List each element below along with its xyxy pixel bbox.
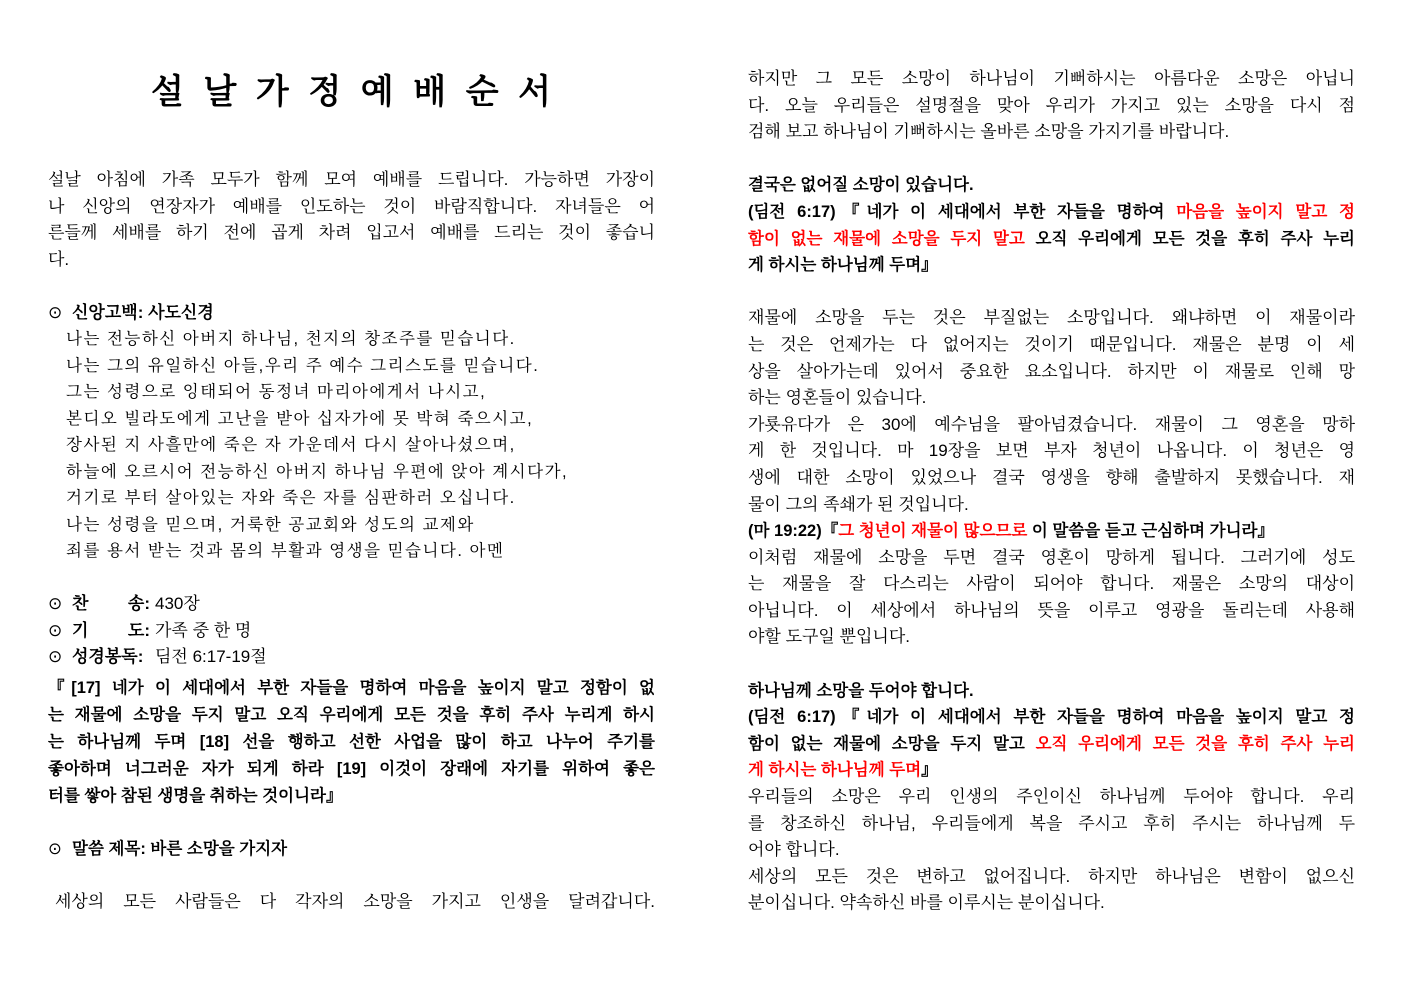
bullet-icon: ⊙ xyxy=(48,302,63,323)
hymn-label: 찬 송: xyxy=(72,594,150,613)
verse-quote xyxy=(748,704,1355,784)
body-line: 를 창조하신 하나님, 우리들에게 복을 주시고 후히 주시는 하나님께 두 xyxy=(748,813,1355,833)
scripture-line: 터를 쌓아 참된 생명을 취하는 것이니라』 xyxy=(48,786,343,805)
sermon-opening-line: 하지만 그 모든 소망이 하나님이 기뻐하시는 아름다운 소망은 아닙니 xyxy=(748,69,1355,88)
creed-section xyxy=(48,300,655,565)
sermon-point-1 xyxy=(748,172,1355,651)
verse-segment: 오직 우리에게 모든 것을 후히 주사 누리 xyxy=(1024,229,1355,248)
body-line: 는 것은 언제가는 다 없어지는 것이기 때문입니다. 재물은 분명 이 세 xyxy=(748,334,1355,354)
creed-heading xyxy=(48,300,655,327)
verse-segment: 이 말씀을 듣고 근심하며 가니라』 xyxy=(1027,522,1274,541)
verse-segment: 함이 없는 재물에 소망을 두지 말고 xyxy=(748,734,1036,753)
blank-line xyxy=(48,273,655,300)
body-line: 세상의 모든 것은 변하고 없어집니다. 하지만 하나님은 변함이 없으신 xyxy=(748,866,1355,886)
sermon-opening-line: 세상의 모든 사람들은 다 각자의 소망을 가지고 인생을 달려갑니다. xyxy=(55,892,655,911)
hymn-value: 430장 xyxy=(155,594,200,613)
verse-segment: 마음을 높이지 말고 정 xyxy=(1176,202,1355,221)
body-line: 분이십니다. 약속하신 바를 이루시는 분이십니다. xyxy=(748,893,1105,913)
creed-line: 나는 전능하신 아버지 하나님, 천지의 창조주를 믿습니다. xyxy=(66,330,516,348)
verse-line xyxy=(748,199,1355,226)
sermon-opening-line: 다. 오늘 우리들은 설명절을 맞아 우리가 가지고 있는 소망을 다시 점 xyxy=(748,95,1355,115)
creed-line: 나는 성령을 믿으며, 거룩한 공교회와 성도의 교제와 xyxy=(66,515,475,534)
blank-line xyxy=(48,810,655,837)
scripture-line: 『[17] 네가 이 세대에서 부한 자들을 명하여 마음을 높이지 말고 정함이 없 xyxy=(48,678,655,697)
body-line: 야할 도구일 뿐입니다. xyxy=(748,627,910,647)
blank-line xyxy=(748,279,1355,306)
point-heading: 결국은 없어질 소망이 있습니다. xyxy=(748,176,974,195)
reading-item xyxy=(48,644,655,671)
blank-line xyxy=(748,146,1355,173)
prayer-value: 가족 중 한 명 xyxy=(155,620,252,640)
scripture-passage xyxy=(48,675,655,810)
blank-line xyxy=(48,863,655,890)
verse-segment: (딤전 6:17)『네가 이 세대에서 부한 자들을 명하여 xyxy=(748,202,1177,221)
sermon-opening-line: 검해 보고 하나님이 기뻐하시는 올바른 소망을 가지기를 바랍니다. xyxy=(748,122,1230,142)
body-line: 아닙니다. 이 세상에서 하나님의 뜻을 이루고 영광을 돌리는데 사용해 xyxy=(748,600,1355,620)
verse-line xyxy=(748,226,1355,253)
verse-segment: 그 청년이 재물이 많으므로 xyxy=(838,522,1028,541)
body-line: 어야 합니다. xyxy=(748,840,840,860)
body-line: 는 재물을 잘 다스리는 사람이 되어야 합니다. 재물은 소망의 대상이 xyxy=(748,574,1355,594)
verse-line xyxy=(748,731,1355,758)
body-line: 상을 살아가는데 있어서 중요한 요소입니다. 하지만 이 재물로 인해 망 xyxy=(748,361,1355,381)
intro-line: 른들께 세배를 하기 전에 곱게 차려 입고서 예배를 드리는 것이 좋습니 xyxy=(48,223,655,242)
creed-line: 죄를 용서 받는 것과 몸의 부활과 영생을 믿습니다. 아멘 xyxy=(66,542,505,560)
verse-segment: 게 하시는 하나님께 두며』 xyxy=(748,256,938,275)
scripture-line: 는 하나님께 두며 [18] 선을 행하고 선한 사업을 많이 하고 나누어 주기를 xyxy=(48,732,655,751)
bullet-icon: ⊙ xyxy=(48,647,63,667)
bullet-icon: ⊙ xyxy=(48,839,62,858)
body-paragraph xyxy=(748,305,1355,411)
scripture-line: 는 재물에 소망을 두지 말고 오직 우리에게 모든 것을 후히 주사 누리게 하시 xyxy=(48,705,655,724)
verse-segment: 오직 우리에게 모든 것을 후히 주사 누리 xyxy=(1035,734,1355,753)
verse-segment: 게 하시는 하나님께 두며 xyxy=(748,761,922,780)
sermon-opening-paragraph xyxy=(748,66,1355,146)
creed-line: 나는 그의 유일하신 아들,우리 주 예수 그리스도를 믿습니다. xyxy=(66,356,540,375)
creed-line: 본디오 빌라도에게 고난을 받아 십자가에 못 박혀 죽으시고, xyxy=(66,409,534,428)
bullet-icon: ⊙ xyxy=(48,620,63,641)
creed-heading-text: 신앙고백: 사도신경 xyxy=(72,302,214,322)
blank-line xyxy=(48,565,655,592)
body-line: 가룟유다가 은 30에 예수님을 팔아넘겼습니다. 재물이 그 영혼을 망하 xyxy=(748,414,1355,434)
sermon-title xyxy=(48,836,655,863)
verse-line xyxy=(748,252,1355,279)
verse-segment: (딤전 6:17)『네가 이 세대에서 부한 자들을 명하여 마음을 높이지 말고 정 xyxy=(748,708,1355,727)
scripture-line: 좋아하며 너그러운 자가 되게 하라 [19] 이것이 장래에 자기를 위하여 좋은 xyxy=(48,759,655,778)
body-paragraph xyxy=(748,864,1355,917)
intro-paragraph xyxy=(48,167,655,273)
body-line: 하는 영혼들이 있습니다. xyxy=(748,388,927,408)
reading-label: 성경봉독: xyxy=(72,647,144,666)
verse-line xyxy=(748,704,1355,731)
creed-line: 장사된 지 사흘만에 죽은 자 가운데서 다시 살아나셨으며, xyxy=(66,436,516,454)
page-title: 설 날 가 정 예 배 순 서 xyxy=(151,73,551,111)
body-paragraph xyxy=(748,545,1355,651)
creed-line: 하늘에 오르시어 전능하신 아버지 하나님 우편에 앉아 계시다가, xyxy=(66,462,569,481)
verse-line xyxy=(748,757,1355,784)
intro-line: 다. xyxy=(48,249,70,269)
prayer-label: 기 도: xyxy=(72,620,150,640)
body-line: 이처럼 재물에 소망을 두면 결국 영혼이 망하게 됩니다. 그러기에 성도 xyxy=(748,547,1355,567)
verse-citation xyxy=(748,518,1355,545)
body-line: 생에 대한 소망이 있었으나 결국 영생을 향해 출발하지 못했습니다. 재 xyxy=(748,467,1355,487)
sermon-point-2 xyxy=(748,678,1355,917)
sermon-title-text: 말씀 제목: 바른 소망을 가지자 xyxy=(72,840,288,858)
intro-line: 나 신앙의 연장자가 예배를 인도하는 것이 바람직합니다. 자녀들은 어 xyxy=(48,196,655,216)
verse-segment: 함이 없는 재물에 소망을 두지 말고 xyxy=(748,229,1025,248)
body-paragraph xyxy=(748,412,1355,518)
body-line: 물이 그의 족쇄가 된 것입니다. xyxy=(748,494,969,514)
body-line: 우리들의 소망은 우리 인생의 주인이신 하나님께 두어야 합니다. 우리 xyxy=(748,787,1355,807)
body-line: 게 한 것입니다. 마 19장을 보면 부자 청년이 나옵니다. 이 청년은 영 xyxy=(748,441,1355,461)
reading-value: 딤전 6:17-19절 xyxy=(155,647,267,666)
verse-quote xyxy=(748,199,1355,279)
body-paragraph xyxy=(748,784,1355,864)
creed-line: 그는 성령으로 잉태되어 동정녀 마리아에게서 나시고, xyxy=(66,383,487,401)
prayer-item xyxy=(48,618,655,645)
verse-segment: 』 xyxy=(921,761,938,780)
right-column xyxy=(748,66,1355,917)
bullet-icon: ⊙ xyxy=(48,594,63,614)
body-line: 재물에 소망을 두는 것은 부질없는 소망입니다. 왜냐하면 이 재물이라 xyxy=(748,308,1355,328)
verse-segment: (마 19:22)『 xyxy=(748,522,839,541)
blank-line xyxy=(748,651,1355,678)
left-column xyxy=(48,167,655,916)
creed-line: 거기로 부터 살아있는 자와 죽은 자를 심판하러 오십니다. xyxy=(66,489,516,507)
hymn-item xyxy=(48,591,655,618)
intro-line: 설날 아침에 가족 모두가 함께 모여 예배를 드립니다. 가능하면 가장이 xyxy=(48,170,655,189)
point-heading: 하나님께 소망을 두어야 합니다. xyxy=(748,681,974,700)
